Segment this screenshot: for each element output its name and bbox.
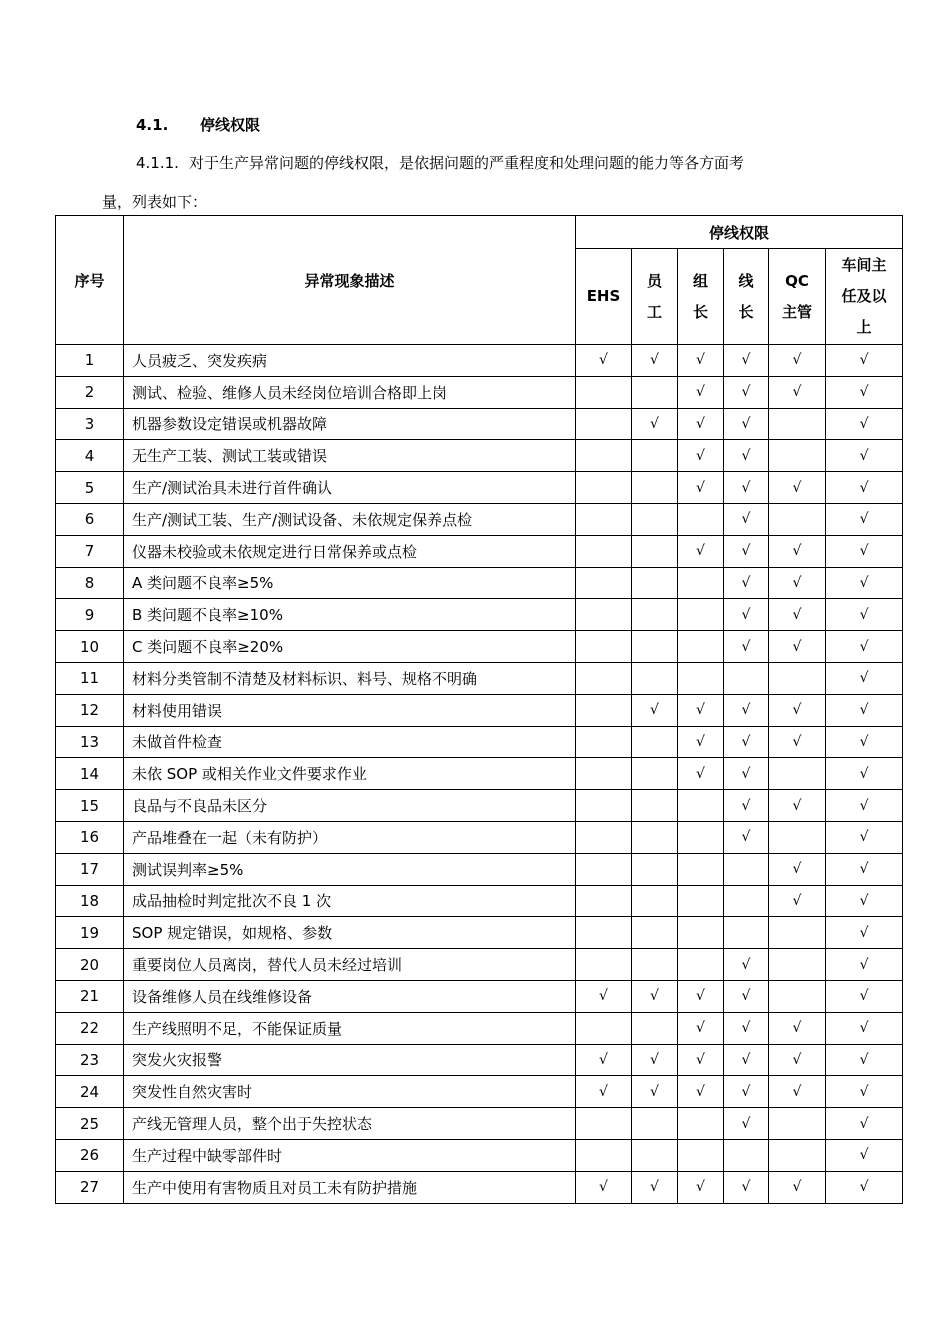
- empty-cell: [576, 567, 632, 599]
- check-mark-cell: √: [678, 1044, 724, 1076]
- header-role-3: [724, 249, 769, 345]
- empty-cell: [678, 567, 724, 599]
- row-description: 产品堆叠在一起（未有防护）: [124, 821, 576, 853]
- check-mark-cell: √: [724, 599, 769, 631]
- check-mark-cell: √: [826, 1076, 903, 1108]
- empty-cell: [576, 599, 632, 631]
- row-description: 测试、检验、维修人员未经岗位培训合格即上岗: [124, 376, 576, 408]
- empty-cell: [576, 821, 632, 853]
- check-mark-cell: √: [826, 408, 903, 440]
- table-row: [56, 567, 903, 599]
- check-mark-cell: √: [826, 853, 903, 885]
- row-description: 测试误判率≥5%: [124, 853, 576, 885]
- row-description: 无生产工装、测试工装或错误: [124, 440, 576, 472]
- stop-line-authority-table: [55, 215, 903, 1204]
- row-description: 仪器未校验或未依规定进行日常保养或点检: [124, 535, 576, 567]
- table-row: [56, 1012, 903, 1044]
- check-mark-cell: √: [826, 599, 903, 631]
- check-mark-cell: √: [576, 980, 632, 1012]
- row-description: 成品抽检时判定批次不良 1 次: [124, 885, 576, 917]
- empty-cell: [576, 408, 632, 440]
- row-description: 生产线照明不足，不能保证质量: [124, 1012, 576, 1044]
- table-row: [56, 408, 903, 440]
- check-mark-cell: √: [724, 1108, 769, 1140]
- table-row: [56, 599, 903, 631]
- empty-cell: [576, 440, 632, 472]
- empty-cell: [576, 535, 632, 567]
- row-number: 3: [56, 408, 124, 440]
- header-role-line: 长: [738, 302, 754, 321]
- check-mark-cell: √: [724, 1076, 769, 1108]
- table-row: [56, 758, 903, 790]
- check-mark-cell: √: [678, 1076, 724, 1108]
- row-description: 生产/测试治具未进行首件确认: [124, 472, 576, 504]
- table-row: [56, 1076, 903, 1108]
- table-row: [56, 1139, 903, 1171]
- check-mark-cell: √: [632, 694, 678, 726]
- check-mark-cell: √: [724, 1044, 769, 1076]
- row-number: 18: [56, 885, 124, 917]
- empty-cell: [769, 1108, 826, 1140]
- header-role-2: [678, 249, 724, 345]
- row-description: 生产过程中缺零部件时: [124, 1139, 576, 1171]
- check-mark-cell: √: [826, 631, 903, 663]
- check-mark-cell: √: [769, 853, 826, 885]
- check-mark-cell: √: [769, 535, 826, 567]
- check-mark-cell: √: [826, 949, 903, 981]
- check-mark-cell: √: [724, 503, 769, 535]
- row-number: 9: [56, 599, 124, 631]
- empty-cell: [632, 472, 678, 504]
- check-mark-cell: √: [826, 1171, 903, 1203]
- check-mark-cell: √: [724, 631, 769, 663]
- row-description: B 类问题不良率≥10%: [124, 599, 576, 631]
- check-mark-cell: √: [826, 345, 903, 377]
- check-mark-cell: √: [678, 758, 724, 790]
- paragraph-text-1: 对于生产异常问题的停线权限，是依据问题的严重程度和处理问题的能力等各方面考: [188, 154, 744, 172]
- table-row: [56, 376, 903, 408]
- section-title: 停线权限: [200, 116, 261, 134]
- empty-cell: [678, 1139, 724, 1171]
- empty-cell: [632, 631, 678, 663]
- row-description: 产线无管理人员，整个出于失控状态: [124, 1108, 576, 1140]
- row-number: 13: [56, 726, 124, 758]
- empty-cell: [678, 662, 724, 694]
- check-mark-cell: √: [678, 472, 724, 504]
- check-mark-cell: √: [678, 726, 724, 758]
- check-mark-cell: √: [576, 1171, 632, 1203]
- check-mark-cell: √: [769, 1076, 826, 1108]
- empty-cell: [678, 917, 724, 949]
- row-description: 设备维修人员在线维修设备: [124, 980, 576, 1012]
- empty-cell: [769, 917, 826, 949]
- table-row: [56, 917, 903, 949]
- check-mark-cell: √: [678, 440, 724, 472]
- empty-cell: [769, 440, 826, 472]
- check-mark-cell: √: [826, 472, 903, 504]
- empty-cell: [769, 1139, 826, 1171]
- empty-cell: [632, 535, 678, 567]
- header-role-line: QC: [785, 271, 809, 290]
- check-mark-cell: √: [769, 472, 826, 504]
- row-description: 突发火灾报警: [124, 1044, 576, 1076]
- empty-cell: [632, 917, 678, 949]
- check-mark-cell: √: [724, 790, 769, 822]
- check-mark-cell: √: [769, 1012, 826, 1044]
- check-mark-cell: √: [826, 694, 903, 726]
- empty-cell: [576, 662, 632, 694]
- check-mark-cell: √: [724, 821, 769, 853]
- check-mark-cell: √: [632, 980, 678, 1012]
- check-mark-cell: √: [826, 376, 903, 408]
- empty-cell: [576, 503, 632, 535]
- row-number: 25: [56, 1108, 124, 1140]
- row-number: 12: [56, 694, 124, 726]
- check-mark-cell: √: [826, 1044, 903, 1076]
- table-row: [56, 472, 903, 504]
- header-role-line: 上: [856, 318, 872, 336]
- check-mark-cell: √: [769, 1044, 826, 1076]
- row-description: 人员疲乏、突发疾病: [124, 345, 576, 377]
- empty-cell: [576, 917, 632, 949]
- row-number: 11: [56, 662, 124, 694]
- empty-cell: [632, 440, 678, 472]
- check-mark-cell: √: [769, 345, 826, 377]
- header-role-line: EHS: [586, 287, 621, 305]
- row-description: 机器参数设定错误或机器故障: [124, 408, 576, 440]
- check-mark-cell: √: [826, 917, 903, 949]
- row-number: 8: [56, 567, 124, 599]
- row-description: 材料使用错误: [124, 694, 576, 726]
- paragraph-line-1: [136, 152, 744, 173]
- row-number: 20: [56, 949, 124, 981]
- check-mark-cell: √: [632, 1044, 678, 1076]
- header-role-line: 车间主: [841, 256, 887, 274]
- check-mark-cell: √: [724, 345, 769, 377]
- row-number: 19: [56, 917, 124, 949]
- empty-cell: [576, 885, 632, 917]
- check-mark-cell: √: [826, 662, 903, 694]
- empty-cell: [632, 726, 678, 758]
- empty-cell: [724, 885, 769, 917]
- empty-cell: [632, 599, 678, 631]
- empty-cell: [632, 821, 678, 853]
- check-mark-cell: √: [632, 408, 678, 440]
- empty-cell: [576, 472, 632, 504]
- header-role-line: 主管: [781, 302, 812, 321]
- check-mark-cell: √: [826, 821, 903, 853]
- check-mark-cell: √: [769, 726, 826, 758]
- check-mark-cell: √: [678, 694, 724, 726]
- table-row: [56, 345, 903, 377]
- table-row: [56, 694, 903, 726]
- table-row: [56, 631, 903, 663]
- row-number: 7: [56, 535, 124, 567]
- table-row: [56, 790, 903, 822]
- check-mark-cell: √: [826, 726, 903, 758]
- check-mark-cell: √: [724, 408, 769, 440]
- row-number: 27: [56, 1171, 124, 1203]
- check-mark-cell: √: [632, 1171, 678, 1203]
- row-number: 2: [56, 376, 124, 408]
- row-description: 良品与不良品未区分: [124, 790, 576, 822]
- empty-cell: [632, 376, 678, 408]
- empty-cell: [576, 631, 632, 663]
- empty-cell: [678, 1108, 724, 1140]
- header-role-4: [769, 249, 826, 345]
- row-number: 16: [56, 821, 124, 853]
- empty-cell: [678, 821, 724, 853]
- header-role-line: 长: [692, 302, 708, 321]
- table-row: [56, 662, 903, 694]
- empty-cell: [632, 1139, 678, 1171]
- row-description: 材料分类管制不清楚及材料标识、料号、规格不明确: [124, 662, 576, 694]
- empty-cell: [632, 567, 678, 599]
- empty-cell: [632, 758, 678, 790]
- empty-cell: [678, 853, 724, 885]
- row-number: 22: [56, 1012, 124, 1044]
- empty-cell: [576, 1139, 632, 1171]
- empty-cell: [769, 503, 826, 535]
- empty-cell: [576, 790, 632, 822]
- check-mark-cell: √: [769, 790, 826, 822]
- check-mark-cell: √: [678, 345, 724, 377]
- check-mark-cell: √: [678, 1171, 724, 1203]
- header-role-line: 线: [738, 271, 754, 290]
- check-mark-cell: √: [724, 694, 769, 726]
- row-description: 生产/测试工装、生产/测试设备、未依规定保养点检: [124, 503, 576, 535]
- row-number: 21: [56, 980, 124, 1012]
- empty-cell: [769, 408, 826, 440]
- empty-cell: [769, 980, 826, 1012]
- table-row: [56, 726, 903, 758]
- empty-cell: [724, 662, 769, 694]
- row-number: 26: [56, 1139, 124, 1171]
- header-role-line: 工: [646, 302, 662, 321]
- check-mark-cell: √: [769, 567, 826, 599]
- header-desc: 异常现象描述: [124, 216, 576, 345]
- header-role-1: [632, 249, 678, 345]
- table-row: [56, 980, 903, 1012]
- check-mark-cell: √: [724, 440, 769, 472]
- row-number: 10: [56, 631, 124, 663]
- table-row: [56, 535, 903, 567]
- empty-cell: [769, 662, 826, 694]
- check-mark-cell: √: [724, 758, 769, 790]
- row-number: 5: [56, 472, 124, 504]
- row-number: 6: [56, 503, 124, 535]
- empty-cell: [632, 503, 678, 535]
- row-number: 15: [56, 790, 124, 822]
- header-stop-line-authority: 停线权限: [576, 216, 903, 249]
- check-mark-cell: √: [826, 885, 903, 917]
- check-mark-cell: √: [678, 535, 724, 567]
- row-number: 23: [56, 1044, 124, 1076]
- empty-cell: [724, 917, 769, 949]
- row-number: 14: [56, 758, 124, 790]
- section-heading: [136, 114, 260, 135]
- check-mark-cell: √: [724, 472, 769, 504]
- empty-cell: [769, 758, 826, 790]
- empty-cell: [678, 631, 724, 663]
- check-mark-cell: √: [724, 567, 769, 599]
- table-row: [56, 1044, 903, 1076]
- check-mark-cell: √: [632, 1076, 678, 1108]
- check-mark-cell: √: [826, 567, 903, 599]
- check-mark-cell: √: [576, 1076, 632, 1108]
- table-row: [56, 440, 903, 472]
- table-row: [56, 949, 903, 981]
- row-number: 24: [56, 1076, 124, 1108]
- check-mark-cell: √: [826, 790, 903, 822]
- empty-cell: [678, 949, 724, 981]
- check-mark-cell: √: [826, 503, 903, 535]
- check-mark-cell: √: [769, 885, 826, 917]
- empty-cell: [632, 790, 678, 822]
- check-mark-cell: √: [678, 408, 724, 440]
- empty-cell: [632, 853, 678, 885]
- check-mark-cell: √: [724, 726, 769, 758]
- check-mark-cell: √: [724, 949, 769, 981]
- row-number: 1: [56, 345, 124, 377]
- row-description: 突发性自然灾害时: [124, 1076, 576, 1108]
- paragraph-number: 4.1.1.: [136, 154, 179, 172]
- row-description: C 类问题不良率≥20%: [124, 631, 576, 663]
- header-role-line: 员: [646, 271, 662, 290]
- check-mark-cell: √: [826, 1139, 903, 1171]
- section-number: 4.1.: [136, 116, 169, 134]
- table-row: [56, 853, 903, 885]
- check-mark-cell: √: [826, 980, 903, 1012]
- check-mark-cell: √: [576, 1044, 632, 1076]
- check-mark-cell: √: [724, 1171, 769, 1203]
- empty-cell: [678, 790, 724, 822]
- paragraph-line-2: 量，列表如下：: [102, 193, 208, 211]
- empty-cell: [576, 758, 632, 790]
- check-mark-cell: √: [826, 440, 903, 472]
- empty-cell: [678, 599, 724, 631]
- empty-cell: [576, 694, 632, 726]
- table-row: [56, 885, 903, 917]
- check-mark-cell: √: [678, 1012, 724, 1044]
- empty-cell: [632, 949, 678, 981]
- check-mark-cell: √: [826, 1012, 903, 1044]
- empty-cell: [576, 853, 632, 885]
- empty-cell: [576, 1108, 632, 1140]
- check-mark-cell: √: [826, 758, 903, 790]
- check-mark-cell: √: [769, 1171, 826, 1203]
- check-mark-cell: √: [678, 376, 724, 408]
- header-role-line: 组: [692, 271, 708, 290]
- empty-cell: [632, 1012, 678, 1044]
- row-description: A 类问题不良率≥5%: [124, 567, 576, 599]
- empty-cell: [769, 821, 826, 853]
- check-mark-cell: √: [769, 631, 826, 663]
- empty-cell: [678, 885, 724, 917]
- empty-cell: [576, 726, 632, 758]
- row-number: 4: [56, 440, 124, 472]
- header-role-5: [826, 249, 903, 345]
- check-mark-cell: √: [826, 535, 903, 567]
- check-mark-cell: √: [724, 1012, 769, 1044]
- empty-cell: [724, 1139, 769, 1171]
- table-row: [56, 1171, 903, 1203]
- check-mark-cell: √: [724, 980, 769, 1012]
- empty-cell: [632, 662, 678, 694]
- empty-cell: [576, 376, 632, 408]
- check-mark-cell: √: [769, 599, 826, 631]
- header-role-line: 任及以: [841, 287, 887, 305]
- check-mark-cell: √: [769, 694, 826, 726]
- check-mark-cell: √: [826, 1108, 903, 1140]
- empty-cell: [724, 853, 769, 885]
- check-mark-cell: √: [769, 376, 826, 408]
- header-seq: 序号: [56, 216, 124, 345]
- empty-cell: [678, 503, 724, 535]
- empty-cell: [576, 1012, 632, 1044]
- check-mark-cell: √: [576, 345, 632, 377]
- empty-cell: [632, 1108, 678, 1140]
- empty-cell: [769, 949, 826, 981]
- check-mark-cell: √: [724, 376, 769, 408]
- row-description: 重要岗位人员离岗，替代人员未经过培训: [124, 949, 576, 981]
- empty-cell: [576, 949, 632, 981]
- table-row: [56, 503, 903, 535]
- row-description: 未依 SOP 或相关作业文件要求作业: [124, 758, 576, 790]
- header-role-0: [576, 249, 632, 345]
- check-mark-cell: √: [724, 535, 769, 567]
- empty-cell: [632, 885, 678, 917]
- check-mark-cell: √: [678, 980, 724, 1012]
- table-row: [56, 1108, 903, 1140]
- row-description: 生产中使用有害物质且对员工未有防护措施: [124, 1171, 576, 1203]
- row-description: SOP 规定错误，如规格、参数: [124, 917, 576, 949]
- check-mark-cell: √: [632, 345, 678, 377]
- row-number: 17: [56, 853, 124, 885]
- row-description: 未做首件检查: [124, 726, 576, 758]
- table-row: [56, 821, 903, 853]
